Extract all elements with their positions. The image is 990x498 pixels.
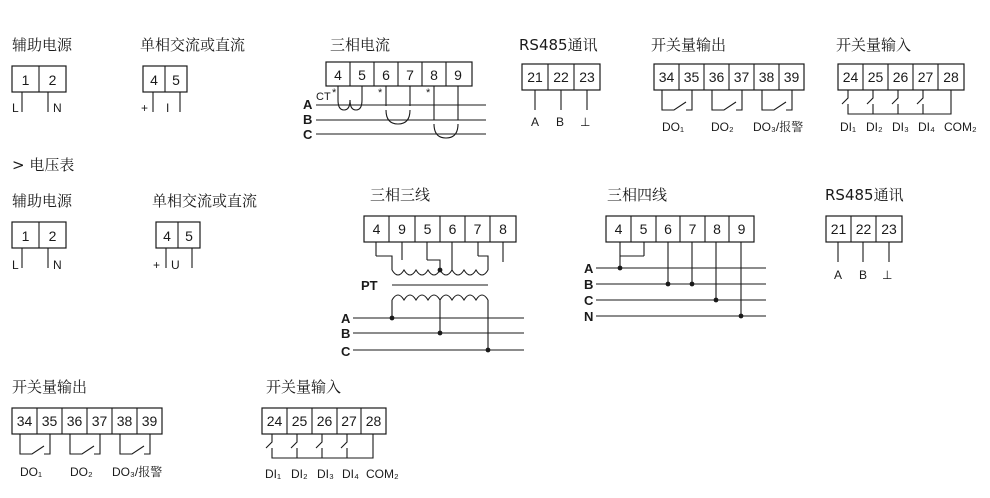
- top-sp-terminal-4: 4: [150, 72, 158, 88]
- top-aux-terminal-1: 1: [21, 72, 30, 88]
- top-di-terminal-24: 24: [842, 69, 859, 85]
- mid-tpfw-phase-c: C: [584, 293, 594, 308]
- mid-aux-label-n: N: [53, 258, 62, 272]
- mid-tpfw-phase-b: B: [584, 277, 594, 292]
- mid-rs485: [825, 186, 904, 282]
- top-di-label-3: DI₃: [892, 120, 909, 134]
- mid-single-phase-title: 单相交流或直流: [152, 192, 258, 210]
- top-rs485-label-a: A: [531, 115, 540, 129]
- bottom-do-title: 开关量输出: [12, 378, 88, 396]
- top-do-terminal-34: 34: [658, 69, 675, 85]
- top-switch-input: [836, 36, 977, 134]
- mid-sp-terminal-5: 5: [185, 228, 193, 244]
- top-tpc-terminal-9: 9: [454, 67, 462, 83]
- mid-aux-terminal-1: 1: [21, 228, 30, 244]
- mid-three-phase-three-wire: [341, 186, 524, 359]
- bottom-do-terminal-39: 39: [141, 413, 158, 429]
- bottom-di-terminal-28: 28: [365, 413, 382, 429]
- bottom-do-terminal-36: 36: [66, 413, 83, 429]
- top-phase-c: C: [303, 127, 313, 142]
- top-aux-label-n: N: [53, 101, 62, 115]
- top-phase-a: A: [303, 97, 313, 112]
- mid-tptw-phase-a: A: [341, 311, 351, 326]
- top-tpc-terminal-7: 7: [406, 67, 414, 83]
- mid-tptw-terminal-5: 5: [423, 221, 432, 237]
- top-di-label-com: COM₂: [944, 120, 977, 134]
- mid-tptw-terminal-6: 6: [448, 221, 457, 237]
- mid-tpfw-terminal-6: 6: [664, 221, 672, 237]
- mid-tptw-phase-c: C: [341, 344, 351, 359]
- mid-tpfw-terminal-5: 5: [639, 221, 648, 237]
- mid-tpfw-phase-n: N: [584, 309, 594, 324]
- mid-tptw-title: 三相三线: [370, 186, 431, 204]
- top-di-label-4: DI₄: [918, 120, 935, 134]
- top-di-terminal-27: 27: [917, 69, 934, 85]
- mid-tptw-terminal-7: 7: [473, 221, 482, 237]
- mid-three-phase-four-wire: [584, 186, 766, 324]
- top-tpc-terminal-6: 6: [382, 67, 390, 83]
- mid-single-phase: [152, 192, 257, 272]
- mid-tpfw-terminal-8: 8: [713, 221, 721, 237]
- mid-tptw-terminal-9: 9: [398, 221, 406, 237]
- top-rs485: [519, 36, 600, 129]
- top-ct-label: CT: [316, 91, 331, 103]
- mid-rs485-label-b: B: [859, 268, 868, 282]
- top-di-terminal-26: 26: [892, 69, 909, 85]
- top-do-label-1: DO₁: [662, 120, 685, 134]
- bottom-di-title: 开关量输入: [266, 378, 342, 396]
- top-ct-star-c: *: [426, 87, 431, 99]
- top-di-terminal-25: 25: [867, 69, 884, 85]
- mid-aux-power-title: 辅助电源: [12, 192, 73, 210]
- top-ct-star-b: *: [378, 87, 383, 99]
- bottom-di-label-3: DI₃: [317, 467, 334, 481]
- bottom-do-label-3: DO₃/报警: [112, 465, 163, 479]
- top-rs485-title: RS485通讯: [519, 36, 598, 54]
- top-tpc-title: 三相电流: [330, 36, 391, 54]
- mid-tpfw-terminal-4: 4: [614, 221, 623, 237]
- mid-tptw-terminal-8: 8: [499, 221, 507, 237]
- mid-tpfw-phase-a: A: [584, 261, 594, 276]
- bottom-do-terminal-34: 34: [16, 413, 33, 429]
- top-rs485-label-b: B: [556, 115, 565, 129]
- mid-tpfw-title: 三相四线: [607, 186, 668, 204]
- bottom-do-label-2: DO₂: [70, 465, 93, 479]
- top-aux-label-l: L: [12, 101, 19, 115]
- top-sp-label-i: I: [166, 101, 170, 115]
- mid-aux-label-l: L: [12, 258, 19, 272]
- top-rs485-terminal-23: 23: [579, 69, 595, 85]
- top-rs485-terminal-22: 22: [553, 69, 569, 85]
- bottom-do-label-1: DO₁: [20, 465, 43, 479]
- top-tpc-terminal-5: 5: [358, 67, 366, 83]
- mid-tptw-phase-b: B: [341, 326, 351, 341]
- top-di-label-1: DI₁: [840, 120, 857, 134]
- top-di-title: 开关量输入: [836, 36, 912, 54]
- top-single-phase: [140, 36, 245, 115]
- top-rs485-terminal-21: 21: [527, 69, 543, 85]
- top-ct-star-a: *: [332, 87, 337, 99]
- mid-rs485-terminal-22: 22: [855, 221, 872, 237]
- mid-sp-terminal-4: 4: [163, 228, 171, 244]
- top-do-label-3: DO₃/报警: [753, 120, 804, 134]
- bottom-do-terminal-37: 37: [91, 413, 108, 429]
- top-aux-power-title: 辅助电源: [12, 36, 73, 54]
- top-do-terminal-37: 37: [733, 69, 750, 85]
- bottom-switch-output: [12, 378, 162, 479]
- top-sp-label-plus: +: [141, 101, 149, 115]
- top-do-terminal-38: 38: [758, 69, 775, 85]
- top-di-label-2: DI₂: [866, 120, 883, 134]
- top-do-terminal-35: 35: [683, 69, 700, 85]
- mid-aux-terminal-2: 2: [48, 228, 57, 244]
- top-phase-b: B: [303, 112, 313, 127]
- top-rs485-label-gnd: ⊥: [580, 115, 591, 129]
- mid-rs485-title: RS485通讯: [825, 186, 904, 204]
- top-sp-terminal-5: 5: [172, 72, 180, 88]
- mid-aux-power: [12, 192, 73, 272]
- mid-tpfw-terminal-7: 7: [688, 221, 697, 237]
- bottom-di-label-com: COM₂: [366, 467, 399, 481]
- bottom-do-terminal-38: 38: [116, 413, 133, 429]
- mid-pt-label: PT: [361, 278, 378, 293]
- bottom-di-terminal-27: 27: [341, 413, 357, 429]
- bottom-di-terminal-24: 24: [266, 413, 283, 429]
- mid-tpfw-terminal-9: 9: [737, 221, 746, 237]
- top-di-terminal-28: 28: [943, 69, 959, 85]
- section-voltmeter-heading: > 电压表: [12, 156, 75, 174]
- bottom-di-label-2: DI₂: [291, 467, 308, 481]
- top-do-terminal-36: 36: [708, 69, 725, 85]
- bottom-switch-input: [262, 378, 399, 481]
- bottom-di-label-4: DI₄: [342, 467, 359, 481]
- mid-rs485-label-a: A: [834, 268, 843, 282]
- top-switch-output: [651, 36, 804, 134]
- top-aux-terminal-2: 2: [48, 72, 57, 88]
- bottom-do-terminal-35: 35: [41, 413, 58, 429]
- mid-rs485-terminal-21: 21: [830, 221, 847, 237]
- mid-tptw-terminal-4: 4: [372, 221, 381, 237]
- top-do-title: 开关量输出: [651, 36, 727, 54]
- top-tpc-terminal-8: 8: [430, 67, 438, 83]
- top-do-terminal-39: 39: [783, 69, 800, 85]
- top-single-phase-title: 单相交流或直流: [140, 36, 246, 54]
- bottom-di-terminal-26: 26: [316, 413, 333, 429]
- bottom-di-terminal-25: 25: [291, 413, 308, 429]
- top-do-label-2: DO₂: [711, 120, 734, 134]
- top-tpc-terminal-4: 4: [334, 67, 342, 83]
- mid-sp-label-u: U: [171, 258, 180, 272]
- mid-rs485-terminal-23: 23: [881, 221, 897, 237]
- mid-sp-label-plus: +: [153, 258, 161, 272]
- top-three-phase-current: [303, 36, 486, 142]
- bottom-di-label-1: DI₁: [265, 467, 282, 481]
- top-aux-power: [12, 36, 73, 115]
- mid-rs485-label-gnd: ⊥: [882, 268, 893, 282]
